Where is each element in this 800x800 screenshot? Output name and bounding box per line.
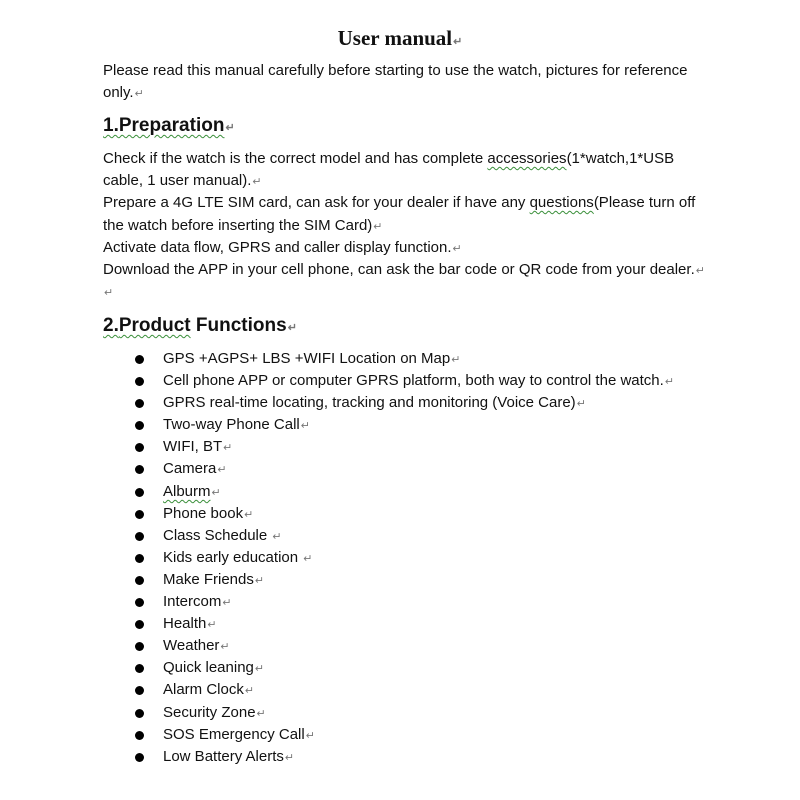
intro-line-2: only.↵ — [103, 84, 144, 101]
empty-paragraph: ↵ — [104, 287, 114, 299]
bullet-icon — [135, 465, 144, 474]
bullet-icon — [135, 532, 144, 541]
manual-page: User manual↵ Please read this manual carefully before starting to use the watch, pictures for reference only.↵ 1.Preparation↵ Check if the watch is the correct model and has complete accessories(1*watch,1*USB cable, 1 user manual).↵ Prepare a 4G LTE SIM card, can ask for your dealer if have any questions(Please turn off the watch before inserting the SIM Card)↵ Activate data flow, GPRS and caller display function.↵ Download the APP in your cell phone, can ask the bar code or QR code from your dealer.↵ ↵ 2.Product Functions↵ GPS +AGPS+ LBS +WIFI Location on Map↵ Cell phone APP or computer GPRS platform, both way to control the watch.↵ GPRS real-time locating, tracking and monitoring (Voice Care)↵ Two-way Phone Call↵ WIFI, BT↵ Camera↵ Alburm↵ Phone book↵ Class Schedule ↵ Kids early education ↵ Make Friends↵ Intercom↵ Health↵ Weather↵ Quick leaning↵ Alarm Clock↵ Security Zone↵ SOS Emergency Call↵ Low Battery Alerts↵ — [0, 0, 800, 800]
bullet-icon — [135, 686, 144, 695]
prep-line-5: Activate data flow, GPRS and caller display function.↵ — [103, 239, 462, 256]
bullet-icon — [135, 421, 144, 430]
prep-line-4: the watch before inserting the SIM Card)↵ — [103, 217, 383, 234]
bullet-icon — [135, 642, 144, 651]
bullet-icon — [135, 709, 144, 718]
prep-line-3: Prepare a 4G LTE SIM card, can ask for your dealer if have any questions(Please turn off — [103, 194, 696, 211]
bullet-icon — [135, 510, 144, 519]
bullet-icon — [135, 399, 144, 408]
bullet-icon — [135, 443, 144, 452]
bullet-icon — [135, 731, 144, 740]
prep-line-1: Check if the watch is the correct model and has complete accessories(1*watch,1*USB — [103, 150, 675, 167]
prep-line-6: Download the APP in your cell phone, can ask the bar code or QR code from your dealer.↵ — [103, 261, 705, 278]
bullet-icon — [135, 620, 144, 629]
bullet-icon — [135, 753, 144, 762]
bullet-icon — [135, 554, 144, 563]
bullet-icon — [135, 576, 144, 585]
prep-line-2: cable, 1 user manual).↵ — [103, 172, 262, 189]
bullet-icon — [135, 664, 144, 673]
bullet-icon — [135, 355, 144, 364]
section-heading-product-functions: 2.Product Functions↵ — [103, 315, 297, 336]
bullet-icon — [135, 598, 144, 607]
intro-line-1: Please read this manual carefully before starting to use the watch, pictures for reference — [103, 62, 688, 79]
bullet-icon — [135, 377, 144, 386]
section-heading-preparation: 1.Preparation↵ — [103, 115, 235, 136]
document-title: User manual↵ — [337, 26, 463, 50]
bullet-icon — [135, 488, 144, 497]
